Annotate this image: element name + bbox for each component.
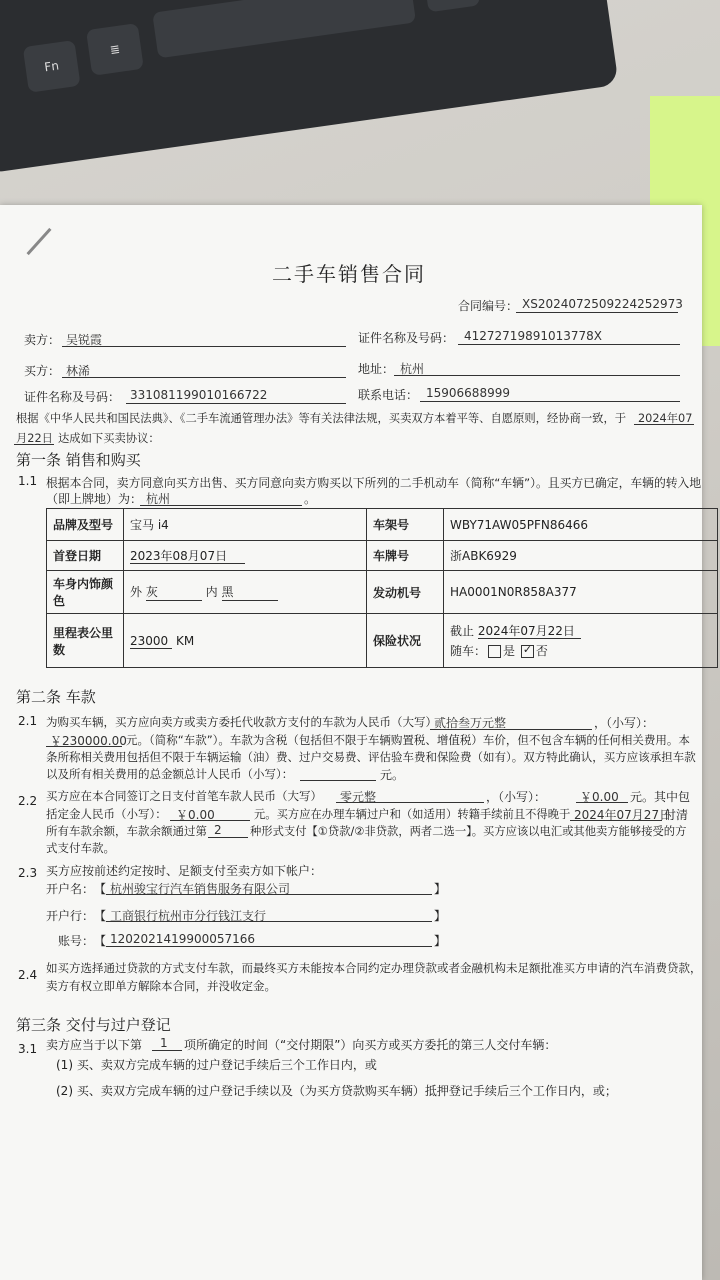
account-name: 杭州骏宝行汽车销售服务有限公司	[110, 882, 291, 896]
transfer-place: 杭州	[146, 492, 171, 506]
reg-date-value: 2023年08月07日	[124, 541, 367, 571]
preamble-date-2: 月22日	[16, 432, 53, 445]
vin-label: 车架号	[367, 509, 444, 541]
art2-4-b: 卖方有权立即单方解除本合同，并没收定金。	[46, 979, 276, 993]
art2-1-no: 2.1	[18, 714, 38, 728]
art2-2-d: 括定金人民币（小写）：	[46, 807, 167, 821]
art3-1-a: 卖方应当于以下第	[46, 1038, 143, 1052]
art3-1-no: 3.1	[18, 1042, 38, 1056]
reg-date-label: 首登日期	[47, 541, 124, 571]
space-key	[152, 0, 416, 58]
art2-1-f: 元。	[380, 768, 405, 782]
engine-value: HA0001N0R858A377	[444, 571, 718, 614]
art2-4-a: 如买方选择通过贷款的方式支付车款，而最终买方未能按本合同约定办理贷款或者金融机构未足额批准买方申请的汽车消费贷款，	[46, 961, 702, 975]
buyer-label: 买方：	[24, 364, 61, 378]
account-name-label: 开户名：	[46, 882, 95, 896]
payment-option: 2	[214, 823, 222, 837]
delivery-option: 1	[160, 1036, 168, 1050]
account-no: 1202021419900057166	[110, 932, 256, 946]
seller-id-label: 证件名称及号码：	[358, 331, 455, 345]
seller-name: 吴锐霞	[66, 333, 103, 347]
preamble-date-1: 2024年07	[638, 412, 693, 425]
price-capital: 贰拾叁万元整	[434, 716, 507, 730]
address-label: 地址：	[358, 362, 395, 376]
article2-title: 第二条 车款	[16, 688, 96, 706]
art3-1-item2: (2) 买、卖双方完成车辆的过户登记手续以及（为买方贷款购买车辆）抵押登记手续后三个工作日内，或；	[56, 1084, 617, 1098]
bank-label: 开户行：	[46, 909, 95, 923]
seller-label: 卖方：	[24, 333, 61, 347]
art2-1-d: 条所称相关费用包括但不限于车辆运输（油）费、过户交易费、评估验车费和保险费（如有）。双方特此确认，买方应该承担车款	[46, 750, 696, 764]
mileage-value: 23000 KM	[124, 614, 367, 668]
art2-2-g: 所有车款余额，车款余额通过第	[46, 824, 207, 838]
article1-1-end: 。	[304, 492, 317, 506]
fn-key: Fn	[23, 40, 81, 93]
art2-2-c: 元。其中包	[630, 790, 691, 804]
first-payment-capital: 零元整	[340, 790, 377, 804]
account-no-label: 账号：	[58, 934, 95, 948]
article1-title: 第一条 销售和购买	[16, 451, 141, 469]
buyer-id: 331081199010166722	[130, 388, 268, 402]
contract-no: XS2024072509224252973	[522, 297, 683, 311]
account-name-lb: 【	[94, 882, 107, 896]
bank-lb: 【	[94, 909, 107, 923]
contract-no-label: 合同编号：	[458, 299, 519, 313]
art2-4-no: 2.4	[18, 968, 38, 982]
final-pay-date: 2024年07月27日	[574, 808, 672, 822]
art2-2-e: 元。买方应在办理车辆过户和（如适用）转籍手续前且不得晚于	[254, 808, 571, 821]
plate-label: 车牌号	[367, 541, 444, 571]
deposit-amount: ￥0.00	[176, 808, 215, 822]
preamble-line2: 达成如下买卖协议：	[58, 432, 160, 445]
plate-value: 浙ABK6929	[444, 541, 718, 571]
first-payment-amount: ￥0.00	[580, 790, 619, 804]
account-name-rb: 】	[434, 882, 447, 896]
art3-1-b: 项所确定的时间（“交付期限”）向买方或买方委托的第三人交付车辆：	[184, 1038, 557, 1052]
context-menu-key: ≣	[86, 23, 144, 76]
brand-label: 品牌及型号	[47, 509, 124, 541]
article3-title: 第三条 交付与过户登记	[16, 1016, 171, 1034]
bank-name: 工商银行杭州市分行钱江支行	[110, 909, 267, 923]
art2-1-c: 元。（简称“车款”）。车款为含税（包括但不限于车辆购置税、增值税）车价，但不包含车辆的任何相关费用。本	[126, 733, 690, 747]
engine-label: 发动机号	[367, 571, 444, 614]
article1-1-text2: （即上牌地）为：	[46, 492, 143, 506]
art3-1-item1: (1) 买、卖双方完成车辆的过户登记手续后三个工作日内，或	[56, 1058, 377, 1072]
account-no-lb: 【	[94, 934, 107, 948]
seller-id: 41272719891013778X	[464, 329, 603, 343]
account-no-rb: 】	[434, 934, 447, 948]
art2-1-e: 以及所有相关费用的总金额总计人民币（小写）：	[46, 767, 294, 781]
phone: 15906688999	[426, 386, 510, 400]
no-checkbox	[521, 645, 534, 658]
alt-key	[422, 0, 480, 12]
brand-value: 宝马 i4	[124, 509, 367, 541]
art2-2-f: 付清	[664, 808, 689, 822]
bank-rb: 】	[434, 909, 447, 923]
vin-value: WBY71AW05PFN86466	[444, 509, 718, 541]
article1-1-no: 1.1	[18, 474, 38, 488]
mileage-label: 里程表公里数	[47, 614, 124, 668]
article1-1-text: 根据本合同，卖方同意向买方出售、买方同意向卖方购买以下所列的二手机动车（简称“车辆”）。且买方已确定，车辆的转入地	[46, 476, 702, 490]
art2-2-a: 买方应在本合同签订之日支付首笔车款人民币（大写）	[46, 789, 322, 803]
color-label: 车身内饰颜色	[47, 571, 124, 614]
phone-label: 联系电话：	[358, 388, 419, 402]
art2-2-no: 2.2	[18, 794, 38, 808]
price-amount: ￥230000.00	[50, 734, 127, 748]
art2-2-h: 种形式支付【①贷款/②非贷款，两者二选一】。买方应该以电汇或其他卖方能够接受的方	[250, 825, 687, 838]
yes-checkbox	[488, 645, 501, 658]
address: 杭州	[400, 362, 425, 376]
art2-1-b: ，（小写）：	[594, 716, 655, 730]
vehicle-table	[46, 508, 718, 668]
art2-1-a: 为购买车辆，买方应向卖方或卖方委托代收款方支付的车款为人民币（大写）	[46, 715, 437, 729]
insurance-label: 保险状况	[367, 614, 444, 668]
color-value: 外 灰 内 黑	[124, 571, 367, 614]
buyer-name: 林浠	[66, 364, 91, 378]
art2-2-i: 式支付车款。	[46, 841, 115, 855]
buyer-id-label: 证件名称及号码：	[24, 390, 121, 404]
preamble-line1: 根据《中华人民共和国民法典》、《二手车流通管理办法》等有关法律法规，买卖双方本着平等、自愿原则，经协商一致，于	[16, 412, 627, 425]
page-title: 二手车销售合同	[272, 262, 426, 286]
art2-2-b: ，（小写）：	[486, 790, 547, 804]
insurance-value: 截止 2024年07月22日 随车： 是 ✓ 否	[444, 614, 718, 668]
art2-3-a: 买方应按前述约定按时、足额支付至卖方如下帐户：	[46, 864, 323, 878]
art2-3-no: 2.3	[18, 866, 38, 880]
